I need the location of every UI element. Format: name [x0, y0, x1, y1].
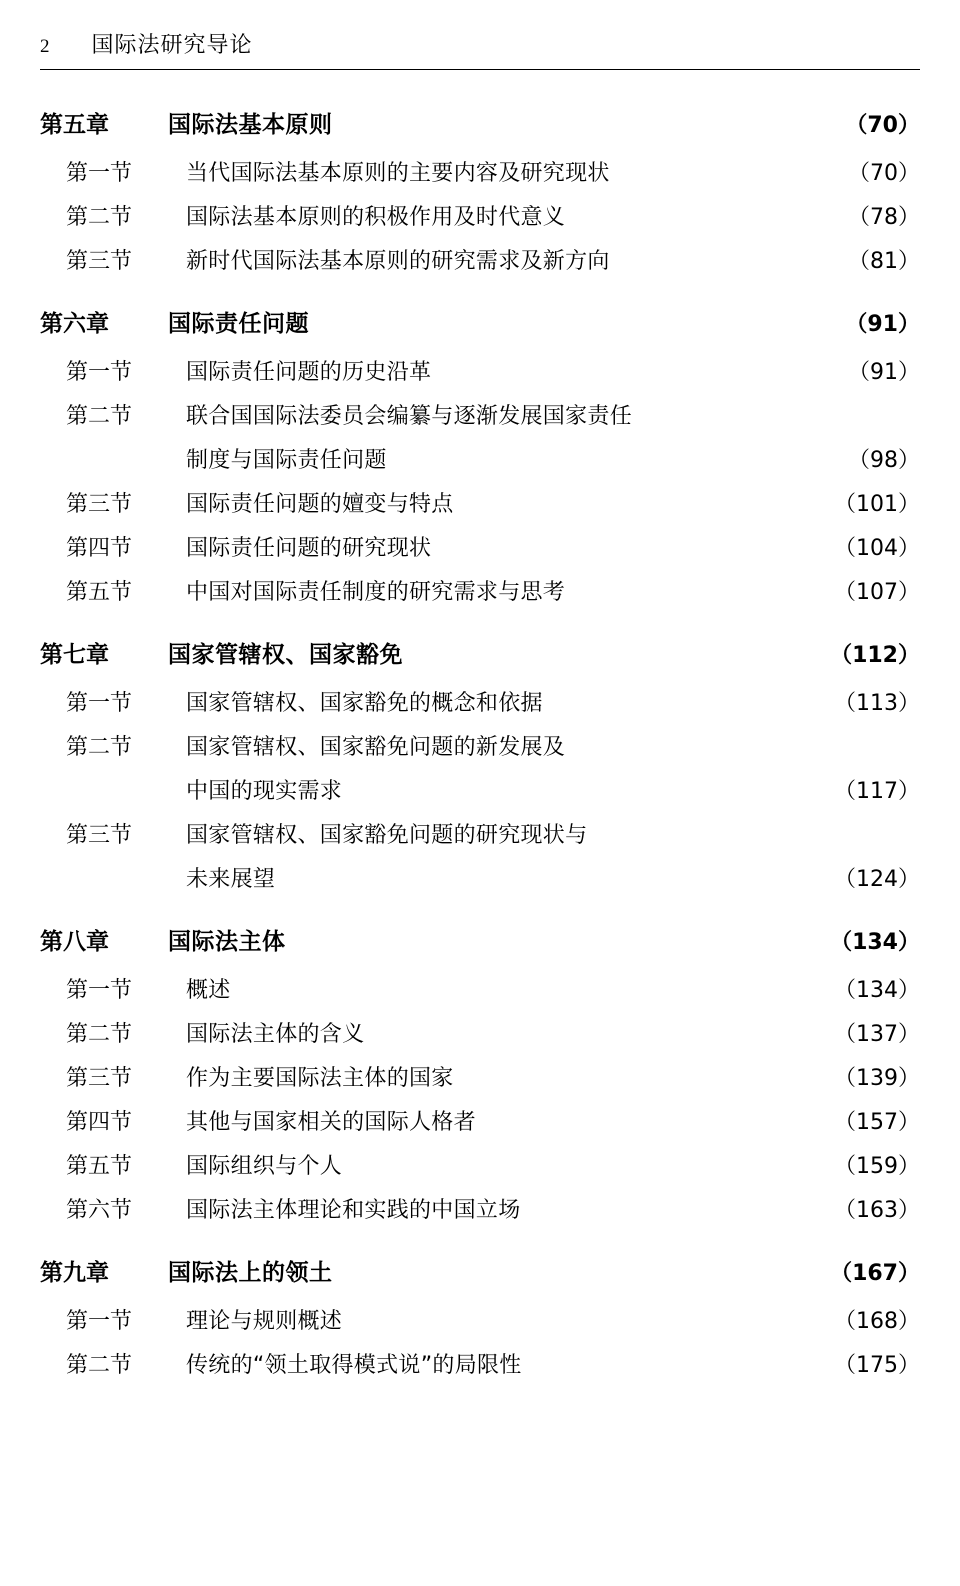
toc-section-row[interactable] [40, 1348, 920, 1379]
chapter-page: （134） [830, 930, 920, 955]
chapter-label: 第八章 [40, 929, 109, 955]
section-page: （175） [834, 1353, 920, 1378]
toc-section-row[interactable] [40, 1105, 920, 1136]
toc-chapter-row[interactable] [40, 636, 920, 669]
toc-section-row[interactable] [40, 973, 920, 1004]
section-title: 国家管辖权、国家豁免的概念和依据 [186, 691, 543, 716]
toc-section-row[interactable] [40, 575, 920, 606]
toc-section-row[interactable] [40, 156, 920, 187]
section-label: 第六节 [66, 1198, 133, 1223]
section-page: （78） [848, 205, 920, 230]
section-title: 理论与规则概述 [186, 1309, 343, 1334]
section-title: 作为主要国际法主体的国家 [186, 1066, 454, 1091]
section-page: （159） [834, 1154, 920, 1179]
dot-leader [372, 1025, 826, 1041]
chapter-block [40, 305, 920, 606]
dot-leader [341, 116, 827, 132]
section-label: 第二节 [66, 205, 133, 230]
dot-leader [618, 252, 826, 268]
toc-section-row[interactable] [40, 1017, 920, 1048]
dot-leader [395, 451, 826, 467]
chapter-page: （91） [845, 312, 920, 337]
dot-leader [341, 1264, 823, 1280]
dot-leader [294, 933, 823, 949]
section-label: 第二节 [66, 404, 133, 429]
dot-leader [439, 539, 826, 555]
dot-leader [317, 315, 826, 331]
dot-leader [573, 583, 826, 599]
toc-section-row[interactable] [40, 487, 920, 518]
section-page: （81） [848, 249, 920, 274]
toc-chapter-row[interactable] [40, 923, 920, 956]
dot-leader [484, 1113, 826, 1129]
toc-section-row[interactable] [40, 1193, 920, 1224]
section-label: 第一节 [66, 161, 133, 186]
section-label: 第二节 [66, 735, 133, 760]
chapter-block [40, 1254, 920, 1379]
dot-leader [350, 1312, 826, 1328]
section-page: （107） [834, 580, 920, 605]
chapter-block [40, 636, 920, 893]
section-label: 第四节 [66, 1110, 133, 1135]
section-page: （98） [848, 448, 920, 473]
chapter-block [40, 923, 920, 1224]
toc-section-row[interactable] [40, 730, 920, 761]
toc-chapter-row[interactable] [40, 305, 920, 338]
toc-section-row[interactable] [40, 1061, 920, 1092]
chapter-title: 国际法上的领土 [168, 1260, 333, 1286]
dot-leader [350, 782, 826, 798]
chapter-block [40, 106, 920, 275]
section-title: 国家管辖权、国家豁免问题的研究现状与 [186, 823, 588, 848]
dot-leader [462, 495, 826, 511]
chapter-label: 第九章 [40, 1260, 109, 1286]
toc-section-row[interactable] [40, 1149, 920, 1180]
section-page: （124） [834, 867, 920, 892]
section-page: （134） [834, 978, 920, 1003]
toc-section-row[interactable] [40, 244, 920, 275]
toc-section-row[interactable] [40, 686, 920, 717]
section-title: 当代国际法基本原则的主要内容及研究现状 [186, 161, 610, 186]
section-page: （163） [834, 1198, 920, 1223]
header-divider [40, 69, 920, 70]
page-folio: 2 [40, 36, 50, 57]
section-page: （104） [834, 536, 920, 561]
toc-section-row[interactable] [40, 818, 920, 849]
section-title: 新时代国际法基本原则的研究需求及新方向 [186, 249, 610, 274]
section-label: 第一节 [66, 691, 133, 716]
toc-section-continuation-row[interactable] [40, 774, 920, 805]
section-title-continuation: 未来展望 [186, 867, 276, 892]
section-label: 第一节 [66, 978, 133, 1003]
chapter-title: 国际责任问题 [168, 311, 309, 337]
section-title-continuation: 中国的现实需求 [186, 779, 343, 804]
dot-leader [239, 981, 826, 997]
section-title: 其他与国家相关的国际人格者 [186, 1110, 476, 1135]
section-label: 第二节 [66, 1353, 133, 1378]
chapter-title: 国际法基本原则 [168, 112, 333, 138]
section-title: 联合国国际法委员会编纂与逐渐发展国家责任 [186, 404, 633, 429]
dot-leader [439, 363, 826, 379]
section-label: 第五节 [66, 580, 133, 605]
dot-leader [529, 1201, 826, 1217]
section-title: 国际法主体的含义 [186, 1022, 365, 1047]
dot-leader [573, 208, 826, 224]
section-title: 国际责任问题的研究现状 [186, 536, 432, 561]
section-label: 第五节 [66, 1154, 133, 1179]
dot-leader [462, 1069, 826, 1085]
section-page: （157） [834, 1110, 920, 1135]
toc-section-row[interactable] [40, 1304, 920, 1335]
section-page: （139） [834, 1066, 920, 1091]
section-label: 第四节 [66, 536, 133, 561]
chapter-page: （167） [830, 1261, 920, 1286]
chapter-label: 第六章 [40, 311, 109, 337]
section-label: 第三节 [66, 492, 133, 517]
section-title: 国际法基本原则的积极作用及时代意义 [186, 205, 566, 230]
toc-section-row[interactable] [40, 355, 920, 386]
toc-section-row[interactable] [40, 531, 920, 562]
section-title: 国际组织与个人 [186, 1154, 343, 1179]
dot-leader [551, 694, 826, 710]
chapter-title: 国家管辖权、国家豁免 [168, 642, 403, 668]
section-label: 第一节 [66, 360, 133, 385]
dot-leader [411, 646, 822, 662]
chapter-label: 第五章 [40, 112, 109, 138]
section-label: 第二节 [66, 1022, 133, 1047]
section-page: （137） [834, 1022, 920, 1047]
toc-section-row[interactable] [40, 399, 920, 430]
section-title: 概述 [186, 978, 231, 1003]
section-label: 第三节 [66, 823, 133, 848]
table-of-contents [0, 106, 960, 1379]
toc-section-continuation-row[interactable] [40, 443, 920, 474]
dot-leader [530, 1356, 826, 1372]
section-page: （91） [848, 360, 920, 385]
section-title: 中国对国际责任制度的研究需求与思考 [186, 580, 566, 605]
book-title: 国际法研究导论 [91, 33, 253, 58]
chapter-title: 国际法主体 [168, 929, 286, 955]
section-title: 国际法主体理论和实践的中国立场 [186, 1198, 521, 1223]
chapter-label: 第七章 [40, 642, 109, 668]
chapter-page: （70） [845, 113, 920, 138]
section-label: 第三节 [66, 1066, 133, 1091]
running-header [0, 0, 960, 59]
section-page: （113） [834, 691, 920, 716]
toc-section-row[interactable] [40, 200, 920, 231]
section-title: 国际责任问题的历史沿革 [186, 360, 432, 385]
toc-chapter-row[interactable] [40, 106, 920, 139]
section-title: 传统的“领土取得模式说”的局限性 [186, 1353, 522, 1378]
section-title-continuation: 制度与国际责任问题 [186, 448, 387, 473]
toc-chapter-row[interactable] [40, 1254, 920, 1287]
section-title: 国际责任问题的嬗变与特点 [186, 492, 454, 517]
section-page: （70） [848, 161, 920, 186]
dot-leader [350, 1157, 826, 1173]
section-label: 第一节 [66, 1309, 133, 1334]
chapter-page: （112） [830, 643, 920, 668]
toc-section-continuation-row[interactable] [40, 862, 920, 893]
section-title: 国家管辖权、国家豁免问题的新发展及 [186, 735, 566, 760]
dot-leader [283, 870, 826, 886]
dot-leader [618, 164, 826, 180]
section-page: （168） [834, 1309, 920, 1334]
section-label: 第三节 [66, 249, 133, 274]
section-page: （101） [834, 492, 920, 517]
section-page: （117） [834, 779, 920, 804]
